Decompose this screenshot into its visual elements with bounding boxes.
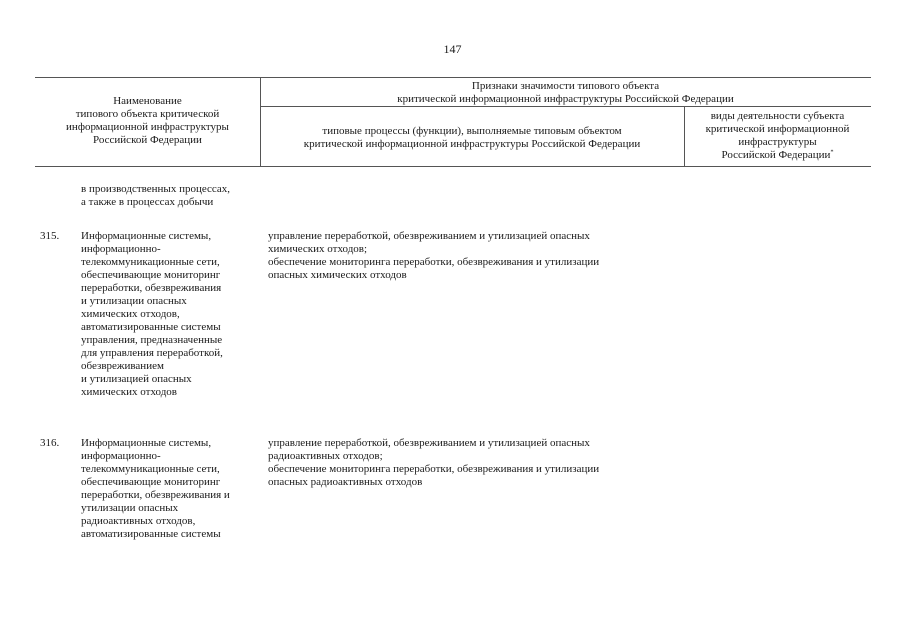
- header-processes-text: типовые процессы (функции), выполняемые типовым объектом критической информационной инфраструктуры Российской Федерации: [303, 125, 641, 150]
- row-name: Информационные системы, информационно- телекоммуникационные сети, обеспечивающие мониторинг переработки, обезвреживания и утилизации опасных радиоактивных отходов, автоматизированные системы: [81, 437, 230, 540]
- footnote-mark: *: [830, 149, 834, 156]
- page-number: 147: [443, 42, 462, 56]
- header-group-title: [260, 80, 871, 106]
- header-name-column: [35, 95, 260, 147]
- header-top-rule: [35, 77, 871, 78]
- header-activities-column: [684, 110, 871, 162]
- header-bottom-rule: [35, 166, 871, 167]
- header-group-underline: [260, 106, 871, 107]
- header-group-title-text: Признаки значимости типового объекта критической информационной инфраструктуры Российской Федерации: [397, 80, 734, 105]
- header-activities-text: виды деятельности субъекта критической информационной инфраструктуры Российской Федерации: [705, 110, 850, 161]
- header-name-text: Наименование типового объекта критической информационной инфраструктуры Российской Федерации: [66, 95, 229, 146]
- row-processes: управление переработкой, обезвреживанием и утилизацией опасных радиоактивных отходов; обеспечение мониторинга переработки, обезвреживания и утилизации опасных радиоактивных отходов: [268, 437, 600, 488]
- row-processes: управление переработкой, обезвреживанием и утилизацией опасных химических отходов; обеспечение мониторинга переработки, обезвреживания и утилизации опасных химических отходов: [268, 230, 600, 281]
- row-name: Информационные системы, информационно- телекоммуникационные сети, обеспечивающие мониторинг переработки, обезвреживания и утилизации опасных химических отходов, автоматизированные системы управления, предназначенные для управления переработкой, обезвреживанием и утилизацией опасных химических отходов: [81, 230, 223, 398]
- header-processes-column: [260, 125, 684, 151]
- row-number: 316.: [40, 437, 60, 449]
- continuation-name: в производственных процессах, а также в процессах добычи: [81, 183, 231, 208]
- row-number: 315.: [40, 230, 60, 242]
